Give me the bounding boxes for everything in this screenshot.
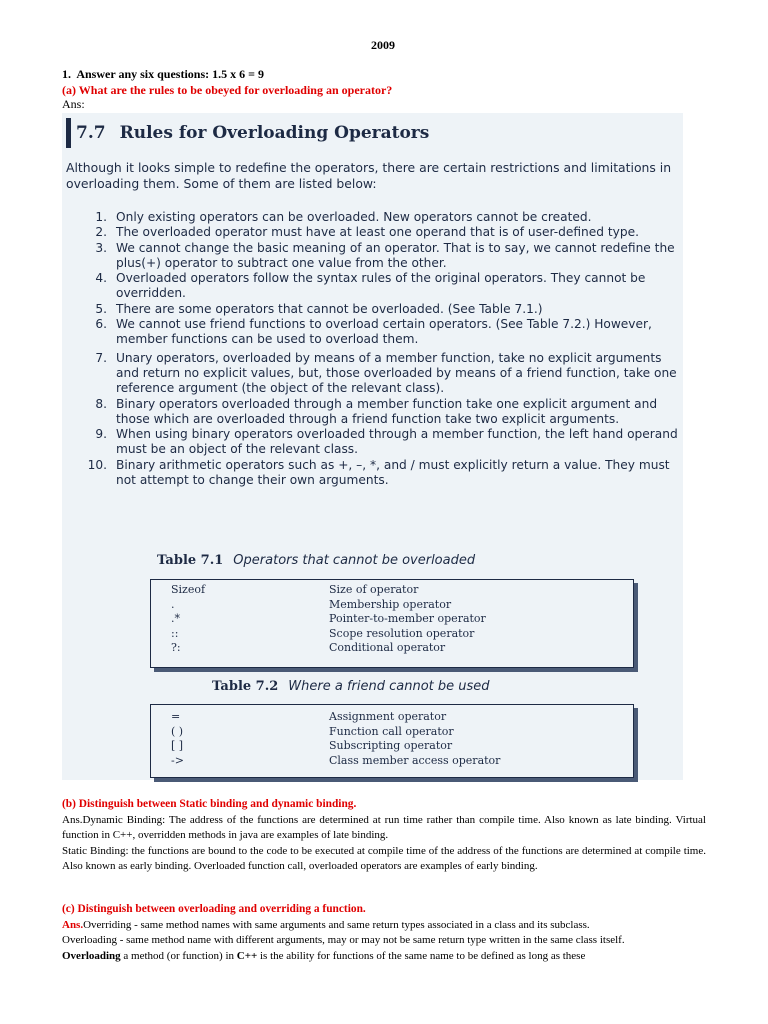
- section-title: Rules for Overloading Operators: [119, 123, 430, 143]
- section-intro: Although it looks simple to redefine the operators, there are certain restrictions and limitations in overloading them. Some of them are listed below:: [66, 160, 672, 191]
- table-row: [151, 627, 633, 642]
- heading-bar: [66, 118, 71, 148]
- table-row: [151, 598, 633, 613]
- table-7-1-label: Table 7.1: [157, 553, 224, 568]
- rule-number: 1.: [95, 210, 107, 224]
- rule-text: Only existing operators can be overloaded. New operators cannot be created.: [116, 210, 592, 224]
- rule-number: 4.: [95, 271, 107, 286]
- part-b-question: (b) Distinguish between Static binding and dynamic binding.: [62, 798, 357, 810]
- rule-item: [66, 317, 678, 348]
- rule-item: [66, 225, 678, 240]
- table-7-2: [150, 704, 634, 778]
- table-row: [151, 612, 633, 627]
- rule-item: [66, 458, 678, 489]
- operator-cell: ?:: [171, 641, 181, 654]
- description-cell: Membership operator: [329, 597, 452, 611]
- rule-text: Overloaded operators follow the syntax rules of the original operators. They cannot be overridden.: [116, 271, 646, 301]
- rule-text: When using binary operators overloaded through a member function, the left hand operand must be an object of the relevant class.: [116, 427, 678, 457]
- section-number: 7.7: [76, 123, 106, 143]
- overloading-rest: is the ability for functions of the same name to be defined as long as these: [257, 949, 586, 962]
- overloading-bold: Overloading: [62, 949, 121, 962]
- table-7-2-caption: [212, 679, 490, 694]
- description-cell: Subscripting operator: [329, 739, 453, 752]
- rule-text: Binary arithmetic operators such as +, –, *, and / must explicitly return a value. They must not attempt to change their own arguments.: [116, 457, 670, 488]
- dynamic-binding-answer: Ans.Dynamic Binding: The address of the functions are determined at run time rather than compile time. Also known as late binding. Virtual function in C++, overridden methods in java are examples of late binding.: [62, 813, 706, 841]
- table-row: [151, 583, 633, 598]
- operator-cell: .*: [171, 612, 180, 625]
- part-c-ans-label: Ans.: [62, 918, 84, 931]
- part-b: [62, 797, 706, 875]
- operator-cell: ->: [171, 753, 184, 767]
- rule-item: [66, 210, 678, 225]
- overloading-answer: Overloading - same method name with different arguments, may or may not be same return type written in the same class itself.: [62, 934, 625, 946]
- operator-cell: .: [171, 597, 175, 611]
- question-1-heading: [62, 67, 264, 82]
- description-cell: Conditional operator: [329, 641, 446, 654]
- overriding-text: Overriding - same method names with same arguments and same return types associated in a class and its subclass.: [83, 918, 590, 931]
- overloading-definition: [62, 949, 706, 965]
- scan-section-heading: [66, 117, 429, 149]
- rule-text: The overloaded operator must have at least one operand that is of user-defined type.: [116, 225, 639, 240]
- rules-list: [66, 210, 678, 488]
- description-cell: Class member access operator: [329, 753, 501, 767]
- table-7-2-label: Table 7.2: [212, 679, 279, 694]
- part-c-question: (c) Distinguish between overloading and overriding a function.: [62, 903, 366, 915]
- rule-number: 10.: [87, 457, 107, 472]
- cpp-bold: C++: [236, 949, 258, 962]
- question-number: 1.: [62, 67, 71, 81]
- question-instruction: Answer any six questions: 1.5 x 6 = 9: [76, 67, 264, 81]
- rule-item: [66, 397, 678, 428]
- table-row: [151, 754, 633, 769]
- rule-text: We cannot change the basic meaning of an operator. That is to say, we cannot redefine the plus(+) operator to subtract one value from the other.: [116, 240, 675, 270]
- rule-text: We cannot use friend functions to overload certain operators. (See Table 7.2.) However, member functions can be used to overload them.: [116, 317, 652, 347]
- rule-number: 5.: [95, 301, 107, 316]
- description-cell: Assignment operator: [329, 710, 447, 723]
- part-c: [62, 902, 706, 964]
- overriding-answer: [62, 918, 706, 934]
- table-7-1-title: Operators that cannot be overloaded: [233, 553, 476, 568]
- rule-item: [66, 302, 678, 317]
- rule-item: [66, 271, 678, 302]
- rule-text: Unary operators, overloaded by means of a member function, take no explicit arguments and return no explicit values, but, those overloaded by means of a friend function, take one reference argument (the object of the relevant class).: [116, 350, 677, 396]
- part-a-ans-label: Ans:: [62, 97, 85, 111]
- table-row: [151, 710, 633, 725]
- rule-number: 7.: [95, 350, 107, 365]
- description-cell: Size of operator: [329, 583, 419, 596]
- description-cell: Scope resolution operator: [329, 626, 475, 640]
- rule-item: [66, 351, 678, 397]
- operator-cell: ::: [171, 626, 179, 640]
- table-7-2-title: Where a friend cannot be used: [288, 679, 490, 694]
- table-row: [151, 641, 633, 656]
- operator-cell: =: [171, 710, 181, 723]
- table-row: [151, 739, 633, 754]
- rule-number: 6.: [95, 317, 107, 332]
- rule-number: 9.: [95, 427, 107, 442]
- description-cell: Pointer-to-member operator: [329, 612, 486, 625]
- rule-text: Binary operators overloaded through a member function take one explicit argument and those which are overloaded through a friend function take two explicit arguments.: [116, 396, 658, 426]
- operator-cell: Sizeof: [171, 583, 206, 596]
- textbook-scan: [62, 113, 683, 780]
- operator-cell: [ ]: [171, 739, 184, 752]
- rule-number: 8.: [95, 396, 107, 411]
- rule-text: There are some operators that cannot be overloaded. (See Table 7.1.): [116, 301, 543, 316]
- rule-item: [66, 427, 678, 458]
- rule-item: [66, 241, 678, 272]
- overloading-mid: a method (or function) in: [120, 949, 237, 962]
- operator-cell: ( ): [171, 724, 184, 738]
- rule-number: 2.: [95, 225, 107, 240]
- table-7-1-caption: [157, 553, 475, 568]
- exam-year: 2009: [371, 38, 395, 52]
- table-7-1: [150, 579, 634, 668]
- part-a-question: (a) What are the rules to be obeyed for overloading an operator?: [62, 83, 393, 97]
- description-cell: Function call operator: [329, 724, 454, 738]
- rule-number: 3.: [95, 240, 107, 255]
- table-row: [151, 725, 633, 740]
- static-binding-answer: Static Binding: the functions are bound to the code to be executed at compile time of the address of the functions are determined at compile time. Also known as early binding. Overloaded function call, overloaded operators are examples of early binding.: [62, 844, 706, 872]
